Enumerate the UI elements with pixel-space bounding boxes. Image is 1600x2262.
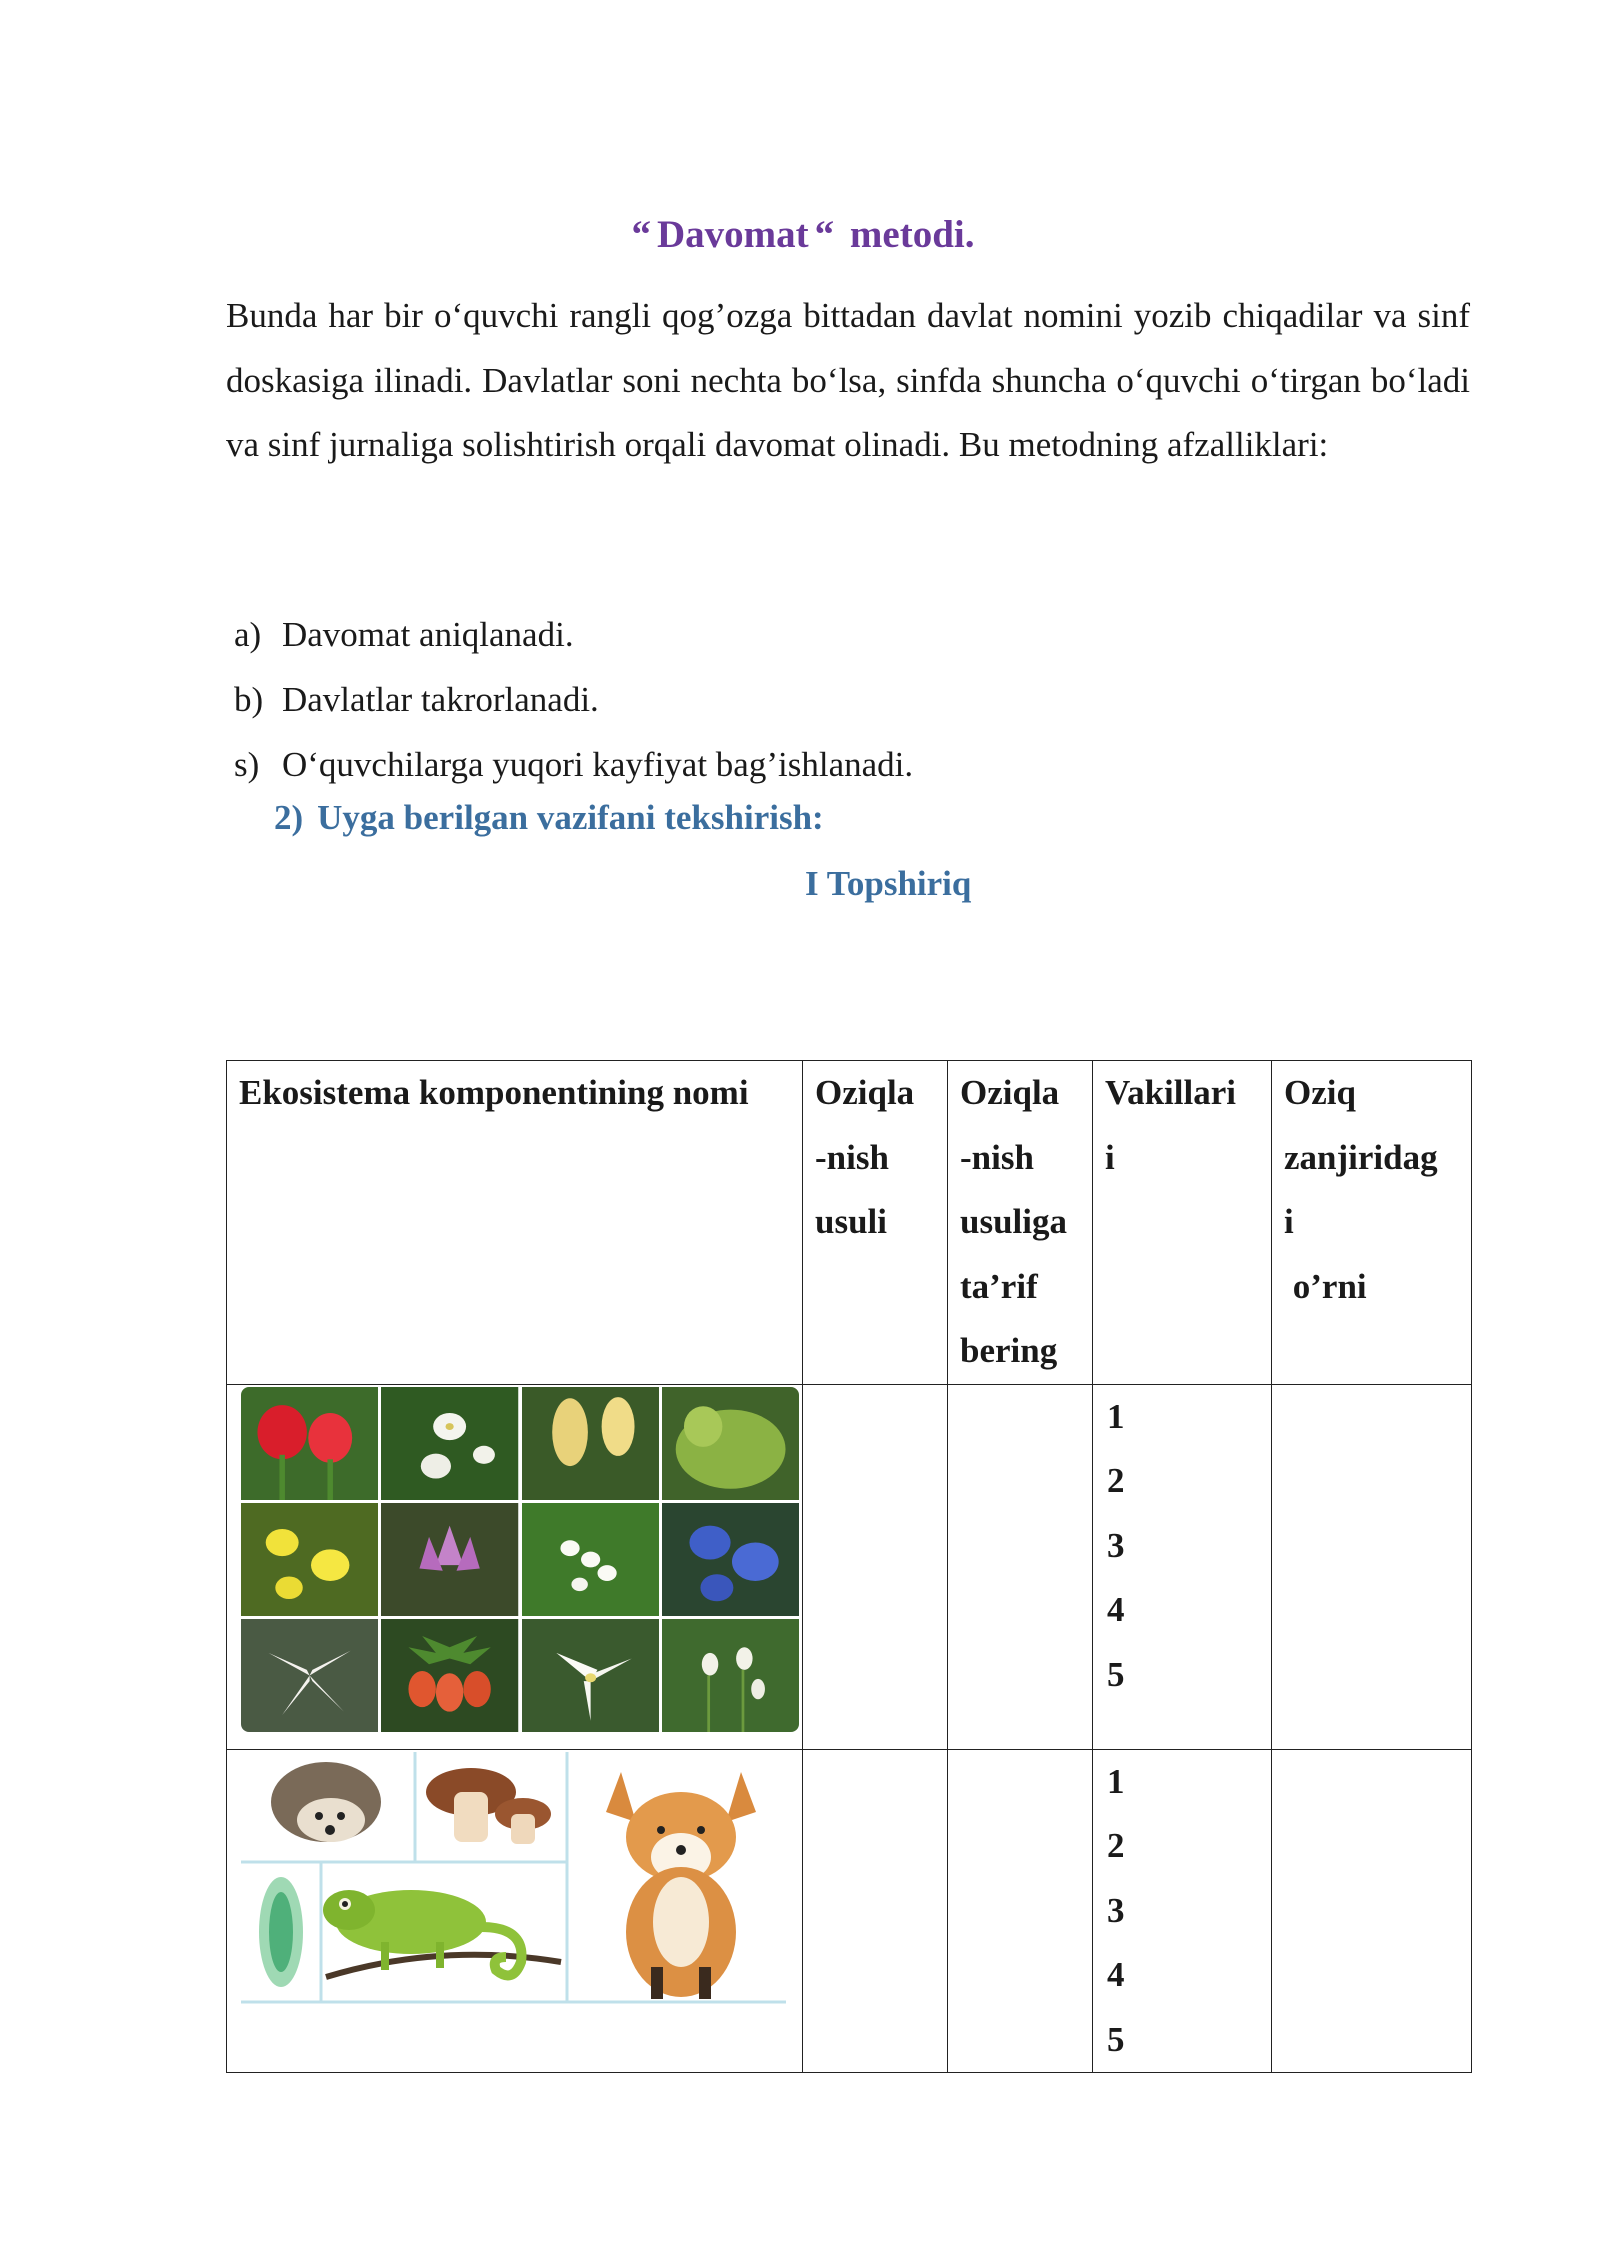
header-text: i xyxy=(1105,1137,1115,1177)
advantages-list xyxy=(234,602,1434,797)
plants-representatives-cell xyxy=(1093,1384,1272,1749)
list-text: O‘quvchilarga yuqori kayfiyat bag’ishlanadi. xyxy=(282,745,914,784)
header-text: usuli xyxy=(815,1202,887,1241)
header-cell-name xyxy=(227,1061,803,1385)
title-word: Davomat xyxy=(657,213,809,256)
table-row-animals xyxy=(227,1749,1472,2073)
header-cell-representatives xyxy=(1093,1061,1272,1385)
trillium-photo xyxy=(522,1619,659,1732)
representative-number: 3 xyxy=(1107,1525,1125,1565)
list-marker: s) xyxy=(234,745,260,784)
list-text: Davomat aniqlanadi. xyxy=(282,615,574,654)
page-title xyxy=(0,212,1600,257)
crown-imperial-photo xyxy=(381,1619,518,1732)
hedgehog-icon xyxy=(271,1762,381,1842)
representative-number: 2 xyxy=(1107,1461,1125,1500)
header-text: ta’rif xyxy=(960,1266,1038,1306)
list-item xyxy=(234,732,1434,797)
subheading-number: 2) xyxy=(274,798,304,837)
yellow-star-flower-photo xyxy=(241,1503,378,1616)
title-rest: metodi. xyxy=(849,213,975,256)
dogtooth-violet-photo xyxy=(381,1503,518,1616)
list-marker: a) xyxy=(234,615,262,654)
table-header-row xyxy=(227,1061,1472,1385)
hyacinth-photo xyxy=(522,1387,659,1500)
plants-definition-cell xyxy=(948,1384,1093,1749)
header-text: o’rni xyxy=(1284,1266,1367,1306)
animal-photo-collage xyxy=(241,1752,801,2010)
header-text: bering xyxy=(960,1331,1058,1370)
title-quote-close: “ xyxy=(814,213,835,256)
list-item xyxy=(234,602,1434,667)
lily-of-valley-photo xyxy=(522,1503,659,1616)
header-text: Oziqla xyxy=(815,1073,915,1112)
header-text: Oziq xyxy=(1284,1073,1356,1112)
title-quote-open: “ xyxy=(631,213,652,256)
tulip-photo xyxy=(241,1387,378,1500)
animals-food-chain-cell xyxy=(1272,1749,1472,2073)
list-text: Davlatlar takrorlanadi. xyxy=(282,680,599,719)
subheading-text: Uyga berilgan vazifani tekshirish: xyxy=(317,798,824,837)
anemone-photo xyxy=(381,1387,518,1500)
representative-number: 4 xyxy=(1107,1590,1125,1629)
header-text: usuliga xyxy=(960,1202,1067,1241)
section-subheading xyxy=(274,798,824,838)
representative-number: 5 xyxy=(1107,1654,1125,1694)
animals-representatives-cell xyxy=(1093,1749,1272,2073)
euglena-icon xyxy=(259,1877,303,1987)
representative-number: 3 xyxy=(1107,1890,1125,1930)
intro-paragraph: Bunda har bir o‘quvchi rangli qog’ozga bittadan davlat nomini yozib chiqadilar va sinf doskasiga ilinadi. Davlatlar soni nechta bo‘lsa, sinfda shuncha o‘quvchi o‘tirgan bo‘ladi va sinf jurnaliga solishtirish orqali davomat olinadi. Bu metodning afzalliklari: xyxy=(226,296,1470,464)
header-cell-food-chain xyxy=(1272,1061,1472,1385)
plants-food-chain-cell xyxy=(1272,1384,1472,1749)
header-text: Vakillari xyxy=(1105,1073,1236,1112)
representative-number: 1 xyxy=(1107,1396,1125,1436)
green-shrub-photo xyxy=(662,1387,799,1500)
header-cell-definition xyxy=(948,1061,1093,1385)
list-item xyxy=(234,667,1434,732)
representative-number: 2 xyxy=(1107,1826,1125,1865)
header-text: -nish xyxy=(960,1137,1034,1177)
ecosystem-table xyxy=(226,1060,1472,2073)
animals-definition-cell xyxy=(948,1749,1093,2073)
representative-number: 5 xyxy=(1107,2019,1125,2059)
representative-number: 1 xyxy=(1107,1761,1125,1801)
representative-number: 4 xyxy=(1107,1955,1125,1994)
header-cell-method xyxy=(803,1061,948,1385)
animals-method-cell xyxy=(803,1749,948,2073)
header-text: Oziqla xyxy=(960,1073,1060,1112)
header-text: Ekosistema komponentining nomi xyxy=(239,1073,749,1112)
header-text: zanjiridag xyxy=(1284,1137,1438,1177)
list-marker: b) xyxy=(234,680,264,719)
animals-image-cell xyxy=(227,1749,803,2073)
flower-photo-collage xyxy=(241,1387,799,1732)
header-text: i xyxy=(1284,1202,1294,1241)
white-lily-photo xyxy=(241,1619,378,1732)
header-text: -nish xyxy=(815,1137,889,1177)
task-title: I Topshiriq xyxy=(805,864,972,903)
snowdrop-photo xyxy=(662,1619,799,1732)
blue-flower-photo xyxy=(662,1503,799,1616)
table-row-plants xyxy=(227,1384,1472,1749)
plants-image-cell xyxy=(227,1384,803,1749)
plants-method-cell xyxy=(803,1384,948,1749)
